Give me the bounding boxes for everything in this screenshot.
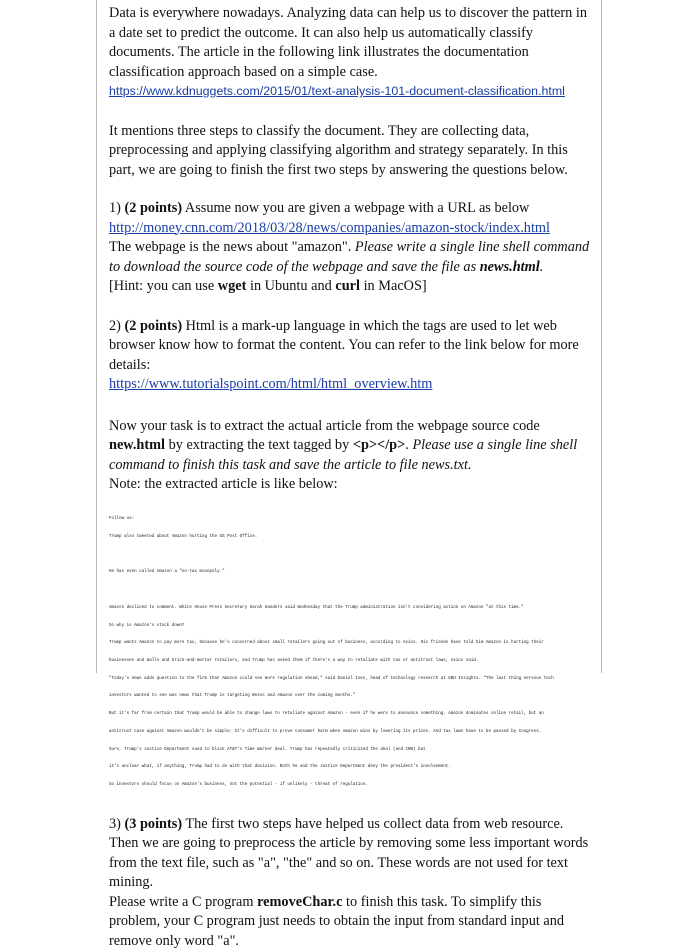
code-line: businesses and malls and brick-and-mortar retailers, and Trump has asked them if there's a way to retaliate with tax or antitrust laws, Axios said. [109,659,479,664]
code-line: it's unclear what, if anything, Trump had to do with that decision. Both he and the Justice Department deny the president's involvement. [109,765,451,770]
q1-text-2: The webpage is the news about "amazon". [109,239,352,255]
q1-italic-instruction: Please write a single line shell command to download the source code of the webpage and save the file as [109,239,590,275]
question-1 [109,199,593,297]
q2-task [109,417,593,476]
q1-end: . [539,258,544,275]
q3-number: 3) [109,815,121,832]
code-line: "Today's news adds question to the firm that Amazon could see more regulation ahead," said Daniel Ives, head of technology research at GBH Insights. "The last thing nervous tech [109,676,554,681]
q2-task-prefix: Now your task is to extract the actual article from the webpage source code [109,417,540,434]
q1-url-line[interactable] [109,219,593,239]
q3-program-name: removeChar.c [257,893,343,910]
q1-number: 1) [109,200,121,216]
q2-text: Html is a mark-up language in which the tags are used to let web browser know how to format the content. You can refer to the link below for more details: [109,317,579,373]
code-line: So why is Amazon's stock down? [109,623,185,628]
q1-line [109,199,593,219]
q3-task-suffix: to finish this task. To simplify this problem, your C program just needs to obtain the input from standard input and remove only word "a". [109,893,565,949]
q2-points: (2 points) [124,317,183,334]
code-line: He has even called Amazon a "no-tax monopoly." [109,570,225,575]
question-2 [109,317,593,495]
q2-line [109,317,593,376]
code-line: So investors should focus on Amazon's business, not the potential - if unlikely - threat of regulation. [109,783,368,788]
kdnuggets-link-text[interactable]: https://www.kdnuggets.com/2015/01/text-analysis-101-document-classification.html [109,84,565,98]
kdnuggets-link[interactable] [109,82,593,102]
q1-text: Assume now you are given a webpage with a URL as below [184,200,530,216]
cnn-url-link[interactable]: http://money.cnn.com/2018/03/28/news/companies/amazon-stock/index.html [109,219,551,236]
code-line: But it's far from certain that Trump would be able to change laws to retaliate against Amazon - even if he were to announce something. Amazon dominates online retail, but an [109,712,544,717]
code-line: Trump wants Amazon to pay more tax, because he's concerned about small retailers going out of business, according to Axios. His friends have told him Amazon is hurting their [109,641,544,646]
code-line: Amazon declined to comment. White House Press Secretary Sarah Sanders said Wednesday that the Trump administration isn't considering action on Amazon "at this time." [109,605,524,610]
document-content [109,4,593,951]
q1-hint [109,277,593,297]
tutorialspoint-link[interactable]: https://www.tutorialspoint.com/html/html_overview.htm [109,376,433,392]
q3-text: The first two steps have helped us collect data from web resource. Then we are going to preprocess the article by removing some less important words from the text file, such as "a", "the" and so on. These words are not used for text mining. [109,815,589,891]
q2-note: Note: the extracted article is like below: [109,476,338,492]
q2-task-file: new.html [109,437,166,453]
code-line: Follow us: [109,517,135,522]
q1-hint-wget: wget [217,278,247,294]
q3-line [109,815,593,893]
q1-hint-prefix: [Hint: you can use [109,278,215,294]
q2-link-line[interactable] [109,375,593,395]
intro-paragraph: Data is everywhere nowadays. Analyzing data can help us to discover the pattern in a date set to predict the outcome. It can also help us automatically classify documents. The article in the following link illustrates the documentation classification approach based on a simple case. [109,5,587,80]
q1-instruction [109,238,593,277]
q2-task-italic: Please use a single line shell command to finish this task and save the article to file news.txt. [109,437,578,473]
question-3 [109,815,593,951]
q3-points: (3 points) [124,815,183,832]
q1-hint-suffix: in MacOS] [363,278,427,294]
q3-task-prefix: Please write a C program [109,893,254,910]
q2-task-mid: by extracting the text tagged by [168,437,350,453]
q2-task-end: . [405,437,409,453]
q1-points: (2 points) [124,200,183,216]
q2-task-tag: <p></p> [352,437,406,453]
code-line: Trump also tweeted about Amazon hurting the US Post Office. [109,535,258,540]
q3-task [109,893,593,951]
q1-hint-curl: curl [335,278,360,294]
q1-hint-middle: in Ubuntu and [249,278,332,294]
code-line: investors wanted to see was news that Trump is targeting Bezos and Amazon over the coming months." [109,694,356,699]
code-line: antitrust case against Amazon wouldn't be simple: It's difficult to prove consumer harm when Amazon wins by lowering its prices. And tax laws have to be passed by Congress. [109,729,542,734]
code-line: Sure, Trump's Justice Department sued to block AT&T's Time Warner deal. Trump has repeatedly criticized the deal (and CNN) but [109,747,426,752]
q1-filename: news.html [479,258,540,275]
q2-number: 2) [109,317,121,334]
extracted-article-screenshot [109,506,593,801]
steps-intro-paragraph: It mentions three steps to classify the document. They are collecting data, preprocessing and applying classifying algorithm and strategy separately. In this part, we are going to finish the first two steps by answering the questions below. [109,122,568,178]
document-page [96,0,602,949]
